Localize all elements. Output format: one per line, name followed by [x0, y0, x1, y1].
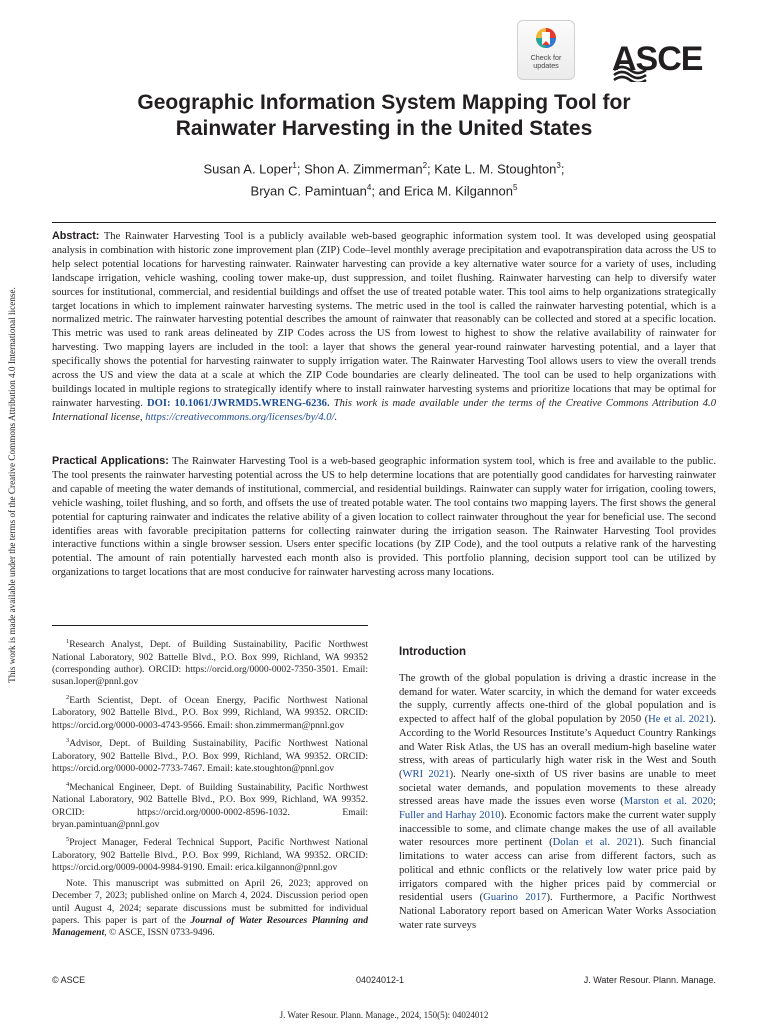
citation-link[interactable]: Dolan et al. 2021	[552, 837, 638, 849]
footnote: $^2$Earth Scientist, Dept. of Ocean Energy, Pacific Northwest National Laboratory, 902 Battelle Blvd., P.O. Box 999, Richland, WA 99352. ORCID: https://orcid.org/0000-0003-4743-9566. Email: shon.zimmerman@pnnl.gov	[52, 693, 368, 731]
author-name: Susan A. Loper	[203, 161, 293, 177]
footer-journal: J. Water Resour. Plann. Manage.	[583, 975, 716, 985]
introduction-text: The growth of the global population is driving a drastic increase in the demand for water. Water scarcity, in which the demand for water exceeds the supply, currently affects one-third of the global population and is expected to affect half of the global population by 2050 (He et al. 2021). According to the World Resources Institute’s Aqueduct Country Rankings and Water Risk Atlas, the US has an overall medium-high baseline water stress, with areas of particularly high water risk in the West and South (WRI 2021). Nearly one-sixth of US river basins are unable to meet societal water demands, and population movements to these already stressed areas have made the issues even worse (Marston et al. 2020; Fuller and Harhay 2010). Economic factors make the current water supply inaccessible to some, and climate change makes the use of all available water resources more pertinent (Dolan et al. 2021). Such financial limitations to water access can arise from different factors, such as political and ethnic conflicts or the relatively low water price paid by irrigators compared with the higher prices paid by commercial or residential users (Guarino 2017). Furthermore, a Pacific Northwest National Laboratory report based on American Water Works Association water rate surveys	[399, 673, 716, 931]
citation-link[interactable]: He et al. 2021	[648, 714, 710, 726]
check-for-updates-badge[interactable]	[517, 20, 575, 80]
practical-applications: Practical Applications: The Rainwater Harvesting Tool is a web-based geographic information system tool, which is free and available to the public. The tool presents the rainwater harvesting potential across the US to help determine locations that are potentially good candidates for harvesting rainwater and capable of meeting the water demands of institutional, commercial, and residential buildings. Rainwater can supply water for irrigation, cooling towers, vehicle washing, toilet flushing, and so forth, and offsets the use of treated potable water. The tool contains two mapping layers. The first shows the general potential for capturing rainwater and indicates the relative ability of a given location to collect rainwater throughout the year for beneficial use. The second identifies areas with favorable precipitation patterns for collecting rainwater during the irrigation season. The Rainwater Harvesting Tool provides interactive functions within a single browser session. Users enter specific locations (by ZIP Code), and the tool outputs a relative rank of the harvesting potential. The amount of rain potentially harvested each month also is provided. This portfolio planning, decision support tool can be utilized by organizations to target locations that are most conducive for rainwater harvesting across many locations.	[52, 455, 716, 579]
footer-copyright: © ASCE	[52, 975, 86, 985]
footnotes	[52, 636, 368, 943]
author-list: Susan A. Loper$^1$; Shon A. Zimmerman$^2$; Kate L. M. Stoughton$^3$; Bryan C. Pamintuan$^4$; and Erica M. Kilgannon$^5$	[203, 161, 565, 199]
doi-link[interactable]: DOI: 10.1061/JWRMD5.WRENG-6236.	[146, 397, 330, 409]
footer-article-number: 04024012-1	[356, 975, 405, 985]
footnote: $^4$Mechanical Engineer, Dept. of Building Sustainability, Pacific Northwest National Laboratory, 902 Battelle Blvd., P.O. Box 999, Richland, WA 99352. ORCID: https://orcid.org/0000-0002-8596-1032. Email: bryan.pamintuan@pnnl.gov	[52, 780, 368, 831]
citation-link[interactable]: Fuller and Harhay 2010	[399, 810, 501, 822]
bottom-citation: J. Water Resour. Plann. Manage., 2024, 150(5): 04024012	[279, 1010, 489, 1020]
practical-applications-label: Practical Applications:	[52, 455, 169, 467]
bookmark-icon	[535, 27, 557, 51]
side-license-text: This work is made available under the terms of the Creative Commons Attribution 4.0 International license.	[7, 287, 17, 683]
abstract: Abstract: The Rainwater Harvesting Tool is a publicly available web-based geographic information system tool. It was developed using geospatial analysis in combination with historic zone improvement plan (ZIP) Code–level monthly average precipitation and evapotranspiration data across the US to help select potential locations for harvesting rainwater. Rainwater harvesting can provide a key alternative water source for a variety of uses, including landscape irrigation, vehicle washing, cooling tower make-up, dust suppression, and toilet flushing. Rainwater harvesting can help to diversify water sources for institutional, commercial, and residential buildings and offset the use of treated potable water. This tool aims to help organizations strategically target locations in which to implement rainwater harvesting systems. The metric used in the tool is called the rainwater harvesting potential, which is a normalized metric. The rainwater harvesting potential describes the amount of rainwater that reasonably can be collected and stored at a specific location. This metric was used to rank areas delineated by ZIP Codes across the US from lowest to highest to show the relative availability of rainwater for harvesting. Two mapping layers are included in the tool: a layer that shows the general year-round rainwater harvesting potential, and a layer that specifically shows the potential for harvesting rainwater to supply irrigation water. The Rainwater Harvesting Tool allows users to view the overall trends across the US and view the data at a scale at which the ZIP Code boundaries are clearly delineated. The tool can be used to help organizations with buildings located in multiple regions to strategically identify where to install rainwater harvesting systems and prioritize locations that may be optimal for rainwater harvesting. DOI: 10.1061/JWRMD5.WRENG-6236. This work is made available under the terms of the Creative Commons Attribution 4.0 International license, https://creativecommons.org/licenses/by/4.0/.	[52, 230, 716, 423]
badge-text: Check for updates	[530, 53, 562, 70]
footnote: $^5$Project Manager, Federal Technical Support, Pacific Northwest National Laboratory, 902 Battelle Blvd., P.O. Box 999, Richland, WA 99352. ORCID: https://orcid.org/0009-0004-9984-9190. Email: erica.kilgannon@pnnl.gov	[52, 836, 368, 874]
citation-link[interactable]: Marston et al. 2020	[623, 796, 714, 808]
citation-link[interactable]: Guarino 2017	[483, 892, 547, 904]
top-rule	[52, 222, 716, 223]
submission-note: Note. This manuscript was submitted on April 26, 2023; approved on December 7, 2023; published online on March 4, 2024. Discussion period open until August 4, 2024; separate discussions must be submitted for individual papers. This paper is part of the Journal of Water Resources Planning and Management, © ASCE, ISSN 0733-9496.	[52, 877, 368, 939]
asce-logo-text: ASCE	[612, 40, 703, 78]
footnote: $^1$Research Analyst, Dept. of Building Sustainability, Pacific Northwest National Laboratory, 902 Battelle Blvd., P.O. Box 999, Richland, WA 99352 (corresponding author). ORCID: https://orcid.org/0000-0002-7350-3501. Email: susan.loper@pnnl.gov	[52, 638, 368, 688]
abstract-label: Abstract:	[52, 230, 100, 242]
license-link[interactable]: https://creativecommons.org/licenses/by/4.0/	[145, 411, 335, 423]
citation-link[interactable]: WRI 2021	[402, 768, 450, 780]
introduction-heading: Introduction	[399, 646, 467, 658]
footnote: $^3$Advisor, Dept. of Building Sustainability, Pacific Northwest National Laboratory, 902 Battelle Blvd., P.O. Box 999, Richland, WA 99352. ORCID: https://orcid.org/0000-0002-7733-7467. Email: kate.stoughton@pnnl.gov	[52, 737, 368, 775]
paper-title: Geographic Information System Mapping Tool for Rainwater Harvesting in the United States	[137, 91, 631, 140]
asce-logo[interactable]	[612, 42, 720, 82]
footnote-rule	[52, 625, 368, 626]
